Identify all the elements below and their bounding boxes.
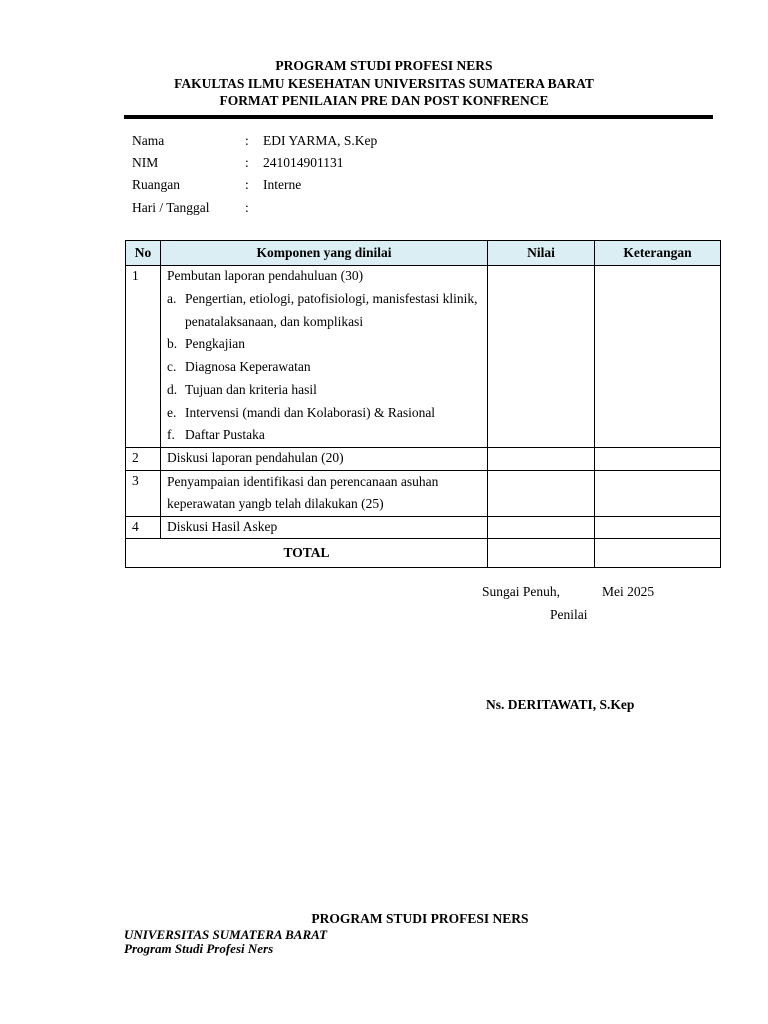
info-label: Hari / Tanggal	[132, 200, 210, 215]
table-row	[126, 266, 721, 448]
row-komponen: Diskusi Hasil Askep	[161, 516, 488, 538]
sub-item	[167, 424, 487, 447]
sub-item-text: Daftar Pustaka	[185, 427, 265, 443]
row-nilai	[488, 266, 595, 448]
sub-item-text: Diagnosa Keperawatan	[185, 359, 311, 375]
row-keterangan	[595, 266, 721, 448]
sub-item	[167, 288, 487, 333]
row-komponen: Diskusi laporan pendahulan (20)	[161, 447, 488, 470]
header-nilai: Nilai	[488, 241, 595, 266]
sub-item	[167, 356, 487, 379]
assessment-table	[125, 240, 721, 568]
info-value: Interne	[263, 177, 302, 192]
header-komponen: Komponen yang dinilai	[161, 241, 488, 266]
row-title: Pembutan laporan pendahuluan (30)	[167, 268, 364, 283]
row-komponen: Penyampaian identifikasi dan perencanaan asuhan keperawatan yangb telah dilakukan (25)	[161, 470, 488, 516]
row-nilai	[488, 470, 595, 516]
sub-item-letter: b.	[167, 336, 178, 352]
row-komponen	[161, 266, 488, 448]
row-keterangan	[595, 516, 721, 538]
sub-item-letter: c.	[167, 359, 177, 375]
sub-item-text: Intervensi (mandi dan Kolaborasi) & Rasional	[185, 404, 436, 420]
row-nilai	[488, 516, 595, 538]
info-label: Nama	[132, 133, 165, 148]
signature-role: Penilai	[550, 607, 588, 622]
row-no: 3	[126, 470, 161, 516]
info-label: NIM	[132, 155, 159, 170]
footer-title: PROGRAM STUDI PROFESI NERS	[311, 911, 529, 926]
table-row	[126, 516, 721, 538]
info-label: Ruangan	[132, 177, 180, 192]
info-colon: :	[245, 155, 249, 170]
sub-item-letter: d.	[167, 381, 178, 397]
sub-item-text: Pengkajian	[185, 336, 245, 352]
header-program: PROGRAM STUDI PROFESI NERS	[275, 58, 493, 73]
row-no: 2	[126, 447, 161, 470]
row-keterangan	[595, 447, 721, 470]
signature-date: Mei 2025	[602, 584, 655, 599]
info-colon: :	[245, 200, 249, 215]
total-keterangan	[595, 538, 721, 567]
sub-item-letter: a.	[167, 291, 177, 306]
sub-item-text: Pengertian, etiologi, patofisiologi, manisfestasi klinik, penatalaksanaan, dan komplikasi	[185, 291, 478, 329]
header-divider	[124, 115, 713, 119]
info-colon: :	[245, 133, 249, 148]
header-form-title: FORMAT PENILAIAN PRE DAN POST KONFRENCE	[219, 93, 549, 108]
signature-place: Sungai Penuh,	[482, 584, 561, 599]
sub-item	[167, 333, 487, 356]
signature-name: Ns. DERITAWATI, S.Kep	[486, 697, 635, 712]
table-total-row	[126, 538, 721, 567]
sub-item	[167, 402, 487, 425]
header-keterangan: Keterangan	[595, 241, 721, 266]
row-no: 1	[126, 266, 161, 448]
table-row	[126, 470, 721, 516]
table-header-row	[126, 241, 721, 266]
header-faculty: FAKULTAS ILMU KESEHATAN UNIVERSITAS SUMATERA BARAT	[174, 76, 594, 91]
row-nilai	[488, 447, 595, 470]
table-row	[126, 447, 721, 470]
sub-item-text: Tujuan dan kriteria hasil	[185, 381, 317, 397]
row-no: 4	[126, 516, 161, 538]
total-label: TOTAL	[126, 538, 488, 567]
row-keterangan	[595, 470, 721, 516]
header-no: No	[126, 241, 161, 266]
footer-program: Program Studi Profesi Ners	[124, 941, 274, 956]
total-nilai	[488, 538, 595, 567]
sub-item-letter: f.	[167, 427, 175, 443]
footer-university: UNIVERSITAS SUMATERA BARAT	[124, 927, 328, 942]
sub-item	[167, 379, 487, 402]
info-value: 241014901131	[263, 155, 344, 170]
info-value: EDI YARMA, S.Kep	[263, 133, 378, 148]
sub-item-letter: e.	[167, 404, 177, 420]
info-colon: :	[245, 177, 249, 192]
